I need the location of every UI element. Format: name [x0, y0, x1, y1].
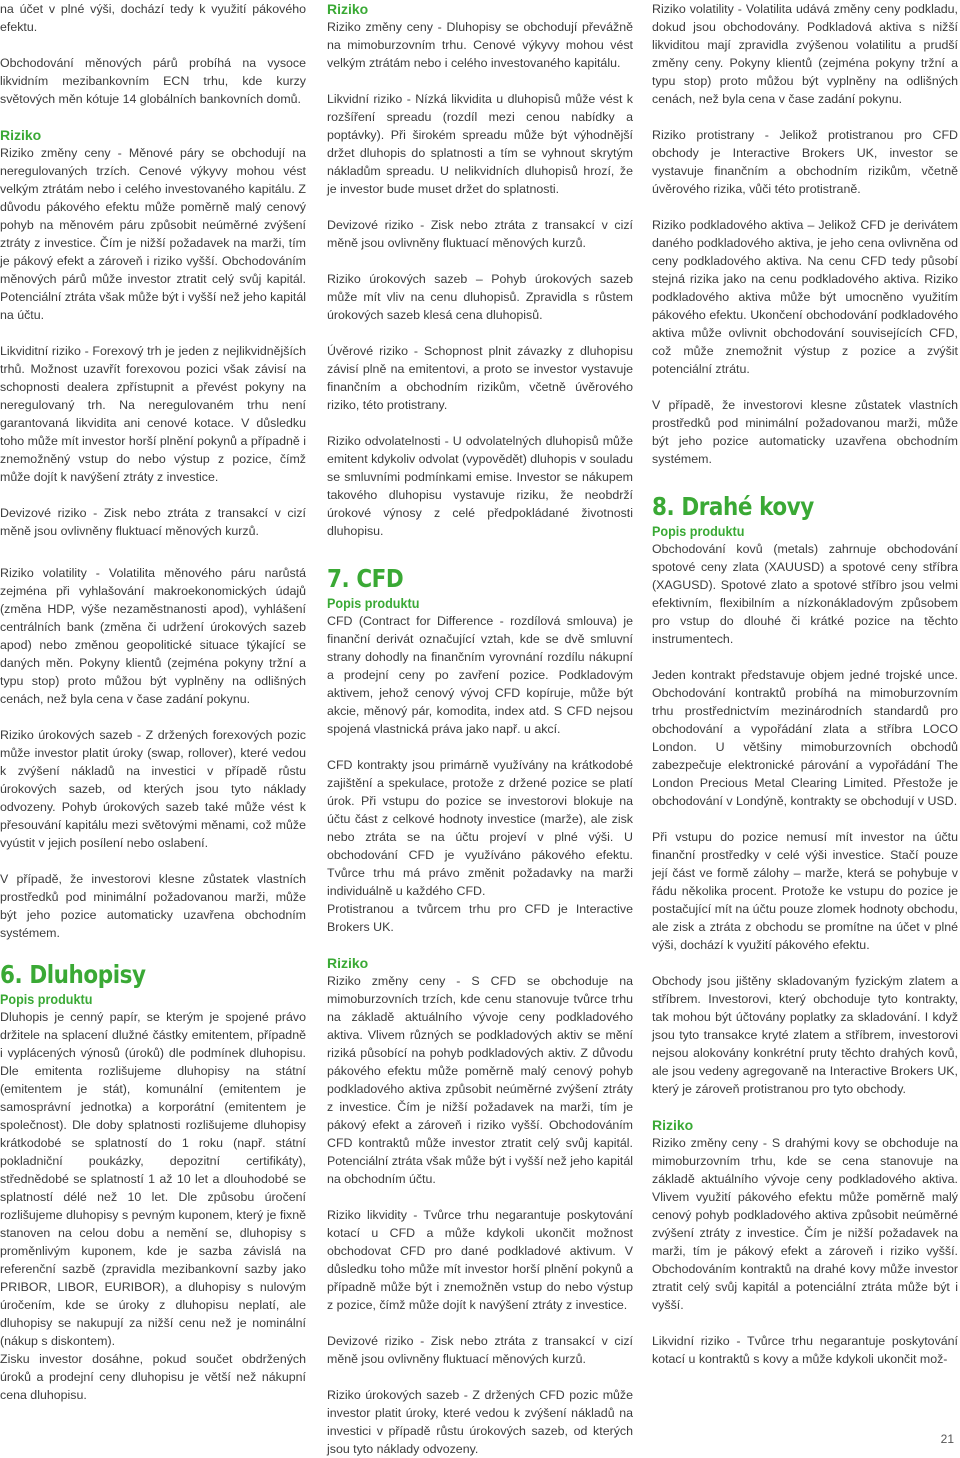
paragraph: Riziko úrokových sazeb – Pohyb úrokových sazeb může mít vliv na cenu dluhopisů. Zpravidla s růstem úrokových sazeb klesá cena dluhopisů.	[327, 272, 633, 322]
section-title-bonds: 6. Dluhopisy	[0, 960, 146, 989]
paragraph: Riziko změny ceny - Měnové páry se obchodují na neregulovaných trzích. Cenové výkyvy mohou vést velkým ztrátám nebo i celého investovaného kapitálu. Z důvodu pákového efektu může poměrně malý cenový pohyb na měnovém páru způsobit neúměrné zvýšení ztráty z investice. Čím je nižší požadavek na marži, tím je pákový efekt a zároveň i riziko vyšší. Obchodováním měnových párů může investor ztratit celý svůj kapitál. Potenciální ztráta však může být i vyšší než jeho kapitál na účtu.	[0, 146, 306, 322]
paragraph: Riziko volatility - Volatilita měnového páru narůstá zejména při vyhlašování makroekonomických údajů (změna HDP, výše nezaměstnanosti apod), vyhlášení centrálních bank (změna či udržení úrokových sazeb apod) nebo změnou geopolitické situace týkající se daných měn. Pokyny klientů (zejména pokyny tržní a typu stop) proto můžou být vyplněny na odlišných cenách, než byla cena v čase zadání pokynu.	[0, 566, 306, 706]
paragraph: Riziko úrokových sazeb - Z držených forexových pozic může investor platit úroky (swap, rollover), které vedou k zvýšení nákladů na investici v případě růstu úrokových sazeb, od kterých jsou tyto náklady odvozeny. Pohyb úrokových sazeb také může vést k přesouvání kapitálu mezi světovými měnami, což může vyústit v jejich posílení nebo oslabení.	[0, 728, 306, 850]
paragraph: Riziko volatility - Volatilita udává změny ceny podkladu, dokud jsou obchodovány. Podkladová aktiva s nižší likviditou mají zpravidla zvýšenou volatilitu a prudší změny ceny. Pokyny klientů (zejména pokyny tržní a typu stop) proto můžou být vyplněny na odlišných cenách, než byla cena v čase zadání pokynu.	[652, 2, 958, 106]
paragraph: Riziko změny ceny - S CFD se obchoduje na mimoburzovních trzích, kde cenu stanovuje tvůrce trhu na základě aktuálního vývoje ceny podkladového aktiva. Vlivem různých se podkladových aktiv se mění riziká působící na pohyb podkladových aktiv. Z důvodu pákového efektu může poměrně malý cenový pohyb podkladového aktiva způsobit neúměrné zvýšení ztráty z investice. Čím je nižší požadavek na marži, tím je pákový efekt a zároveň i riziko vyšší. Obchodováním CFD kontraktů může investor ztratit celý svůj kapitál. Potenciální ztráta však může být i vyšší než jeho kapitál na obchodním účtu.	[327, 974, 633, 1186]
paragraph: Obchody jsou jištěny skladovaným fyzickým zlatem a stříbrem. Investorovi, který obchoduje tyto kontrakty, tak mohou být účtovány poplatky za skladování. I když jsou tyto transakce kryté zlatem a stříbrem, investorovi nejsou alokovány konkrétní pruty těchto drahých kovů, ale jsou vedeny agregovaně na Interactive Brokers UK, který je zároveň protistranou pro tyto obchody.	[652, 974, 958, 1096]
paragraph: Likvidní riziko - Nízká likvidita u dluhopisů může vést k rozšíření spreadu (rozdíl mezi cenou nabídky a poptávky). Při širokém spreadu může být výhodnější držet dluhopis do splatnosti a tím se vyhnout skrytým nákladům spreadu. U nelikvidních dluhopisů hrozí, že je investor bude muset držet do splatnosti.	[327, 92, 633, 196]
paragraph: Protistranou a tvůrcem trhu pro CFD je Interactive Brokers UK.	[327, 902, 633, 934]
column-left	[0, 0, 306, 1404]
paragraph: na účet v plné výši, dochází tedy k využití pákového efektu.	[0, 2, 306, 34]
risk-heading: Riziko	[327, 1, 369, 17]
paragraph: Riziko likvidity - Tvůrce trhu negarantuje poskytování kotací u CFD a může kdykoli ukončit možnost obchodovat CFD pro dané podkladové aktivum. V důsledku toho může mít investor horší plnění pokynů a případně může být i znemožněn vstup do nebo výstup z pozice, čímž může dojít k navýšení ztráty z investice.	[327, 1208, 633, 1312]
column-right	[652, 0, 958, 1368]
paragraph: Devizové riziko - Zisk nebo ztráta z transakcí v cizí měně jsou ovlivněny fluktuací měnových kurzů.	[327, 1334, 633, 1366]
paragraph: Při vstupu do pozice nemusí mít investor na účtu finanční prostředky v celé výši investice. Stačí pouze její část ve formě zálohy – marže, která se pohybuje v řádu několika procent. Protože ke vstupu do pozice je postačující mít na účtu pouze zlomek hodnoty obchodu, ale zisk a ztráta z obchodu se promítne na účet v plné výši, dochází k využití pákového efektu.	[652, 830, 958, 952]
paragraph: Dluhopis je cenný papír, se kterým je spojené právo držitele na splacení dlužné částky emitentem, případně i vyplácených výnosů (úroků) dle podmínek dluhopisu. Dle emitenta rozlišujeme dluhopisy na státní (emitentem je stát), komunální (emitentem je samosprávní jednotka) a korporátní (emitentem je společnost). Dle doby splatnosti rozlišujeme dluhopisy krátkodobé se splatností do 1 roku (např. státní pokladniční poukázky, depozitní certifikáty), střednědobé se splatností 1 až 10 let a dlouhodobé se splatností délé než 10 let. Dle způsobu úročení rozlišujeme dluhopisy s pevným kuponem, který je fixně stanoven na celou dobu a nemění se, dluhopisy s proměnlivým kuponem, kde je sazba závislá na referenční sazbě (zpravidla mezibankovní sazby jako PRIBOR, LIBOR, EURIBOR), a dluhopisy s nulovým úročením, kde se úroky z dluhopisu neplatí, ale dluhopisy se nakupují za nižší cenu než je nominální (nákup s diskontem).	[0, 1010, 306, 1348]
paragraph: Riziko odvolatelnosti - U odvolatelných dluhopisů může emitent kdykoliv odvolat (vypovědět) dluhopis v souladu se smluvními podmínkami emise. Investor se nákupem takového dluhopisu vystavuje riziku, že neobdrží úrokové výnosy z celé předpokládané životnosti dluhopisu.	[327, 434, 633, 538]
paragraph: Obchodování kovů (metals) zahrnuje obchodování spotové ceny zlata (XAUUSD) a spotové ceny stříbra (XAGUSD). Spotové zlato a spotové stříbro jsou velmi efektivním, flexibilním a nízkonákladovým způsobem pro vstup do dlouhé či krátké pozice na těchto instrumentech.	[652, 542, 958, 646]
risk-heading: Riziko	[327, 955, 369, 971]
paragraph: CFD kontrakty jsou primárně využívány na krátkodobé zajištění a spekulace, protože z držené pozice se platí úrok. Při vstupu do pozice se investorovi blokuje na účtu část z celkové hodnoty investice (marže), ale zisk nebo ztráta se na účtu projeví v plné výši. U obchodování CFD je využíváno pákového efektu. Tvůrce trhu má právo změnit požadavky na marži individuálně u každého CFD.	[327, 758, 633, 898]
paragraph: CFD (Contract for Difference - rozdílová smlouva) je finanční derivát označující vztah, kde se dvě smluvní strany dohodly na finančním vyrovnání rozdílu nákupní a prodejní ceny po zavření pozice. Podkladovým aktivem, jehož cenový vývoj CFD kopíruje, může být akcie, měnový pár, komodita, index atd. S CFD nejsou spojená vlastnická práva jako např. u akcí.	[327, 614, 633, 736]
section-title-precious-metals: 8. Drahé kovy	[652, 492, 814, 521]
paragraph: Riziko změny ceny - Dluhopisy se obchodují převážně na mimoburzovním trhu. Cenové výkyvy mohou vést velkým ztrátám nebo i celého investovaného kapitálu.	[327, 20, 633, 70]
paragraph: Devizové riziko - Zisk nebo ztráta z transakcí v cizí měně jsou ovlivněny fluktuací měnových kurzů.	[327, 218, 633, 250]
paragraph: Riziko protistrany - Jelikož protistranou pro CFD obchody je Interactive Brokers UK, investor se vystavuje finančním a obchodním rizikům, včetně úvěrového rizika, vůči této protistraně.	[652, 128, 958, 196]
paragraph: Riziko podkladového aktiva – Jelikož CFD je derivátem daného podkladového aktiva, je jeho cena ovlivněna od ceny podkladového aktiva. Na cenu CFD tedy působí stejná rizika jako na cenu podkladového aktiva. Riziko podkladového aktiva může být umocněno využitím pákového efektu. Ukončení obchodování podkladového aktiva může ovlivnit obchodování souvisejících CFD, což může znemožnit výstup z pozice a zvýšit potenciální ztrátu.	[652, 218, 958, 376]
page-number: 21	[940, 1432, 954, 1446]
paragraph: Riziko úrokových sazeb - Z držených CFD pozic může investor platit úroky, které vedou k zvýšení nákladů na investici v případě růstu úrokových sazeb, od kterých jsou tyto náklady odvozeny.	[327, 1388, 633, 1456]
paragraph: Obchodování měnových párů probíhá na vysoce likvidním mezibankovním ECN trhu, kde kurzy světových měn kótuje 14 globálních bankovních domů.	[0, 56, 306, 106]
paragraph: Likviditní riziko - Forexový trh je jeden z nejlikvidnějších trhů. Možnost uzavřít forexovou pozici však závisí na schopnosti dealera zpřístupnit a převést pokyny na neregulovaný trh. Na neregulovaném trhu není garantovaná likvidita ani cenové kotace. V důsledku toho může mít investor horší plnění pokynů a případně i znemožněný vstup do nebo výstup z pozice, čímž může dojít k navýšení ztráty z investice.	[0, 344, 306, 484]
paragraph: Úvěrové riziko - Schopnost plnit závazky z dluhopisu závisí plně na emitentovi, a proto se investor vystavuje finančním a obchodním rizikům, včetně úvěrového riziko, této protistrany.	[327, 344, 633, 412]
paragraph: V případě, že investorovi klesne zůstatek vlastních prostředků pod minimální požadovanou marži, může být jeho pozice automaticky uzavřena obchodním systémem.	[652, 398, 958, 466]
section-subtitle: Popis produktu	[327, 595, 420, 611]
paragraph: Devizové riziko - Zisk nebo ztráta z transakcí v cizí měně jsou ovlivněny fluktuací měnových kurzů.	[0, 506, 306, 538]
column-middle	[327, 0, 633, 1458]
paragraph: V případě, že investorovi klesne zůstatek vlastních prostředků pod minimální požadovanou marži, může být jeho pozice automaticky uzavřena obchodním systémem.	[0, 872, 306, 940]
risk-heading: Riziko	[0, 127, 42, 143]
section-title-cfd: 7. CFD	[327, 564, 404, 593]
risk-heading: Riziko	[652, 1117, 694, 1133]
paragraph: Riziko změny ceny - S drahými kovy se obchoduje na mimoburzovním trhu, kde se cena stanovuje na základě aktuálního vývoje ceny podkladového aktiva. Vlivem využití pákového efektu může poměrně malý cenový pohyb podkladového aktiva způsobit neúměrné zvýšení ztráty z investice. Čím je nižší požadavek na marži, tím je pákový efekt a zároveň i riziko vyšší. Obchodováním kontraktů na drahé kovy může investor ztratit celý svůj kapitál a potenciální ztráta může být i vyšší.	[652, 1136, 958, 1312]
section-subtitle: Popis produktu	[652, 523, 745, 539]
paragraph: Jeden kontrakt představuje objem jedné trojské unce. Obchodování kontraktů probíhá na mimoburzovním trhu prostřednictvím mezinárodních standardů pro obchodování a vypořádání zlata a stříbra LOCO London. U většiny mimoburzovních obchodů zabezpečuje elektronické párování a vypořádání The London Precious Metal Clearing Limited. Přestože je obchodování v Londýně, kontrakty se obchodují v USD.	[652, 668, 958, 808]
paragraph: Zisku investor dosáhne, pokud součet obdržených úroků a prodejní ceny dluhopisu je větší než nákupní cena dluhopisu.	[0, 1352, 306, 1402]
paragraph: Likvidní riziko - Tvůrce trhu negarantuje poskytování kotací u kontraktů s kovy a může kdykoli ukončit mož-	[652, 1334, 958, 1366]
section-subtitle: Popis produktu	[0, 991, 93, 1007]
